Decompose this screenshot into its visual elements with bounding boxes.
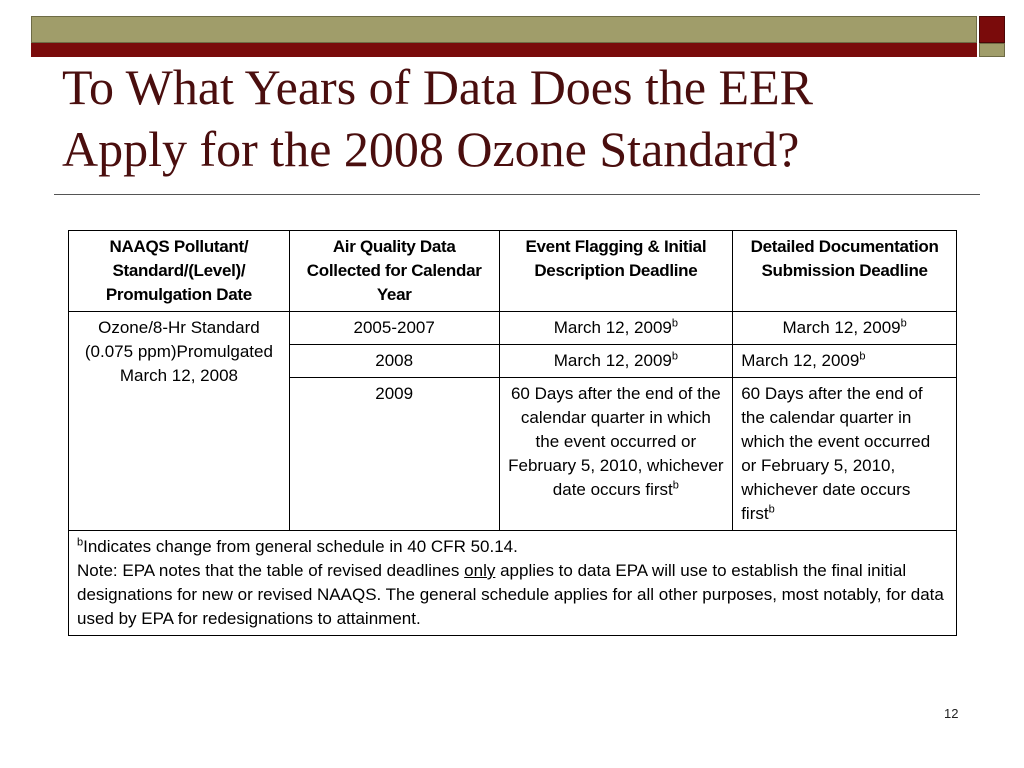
note-paragraph [77, 559, 948, 631]
footnote-marker: b [672, 479, 679, 492]
flagging-cell [499, 378, 733, 531]
header-square-olive [979, 43, 1005, 57]
footnote-marker: b [900, 317, 907, 330]
footnote-marker: b [768, 503, 775, 516]
footnote-marker: b [77, 536, 84, 549]
header-year: Air Quality Data Collected for Calendar Year [289, 231, 499, 312]
footnote-marker: b [859, 350, 866, 363]
footnote-text: Indicates change from general schedule in 40 CFR 50.14. [83, 537, 518, 556]
documentation-cell [733, 378, 957, 531]
documentation-cell [733, 345, 957, 378]
slide-title [62, 56, 982, 180]
page-number: 12 [944, 706, 959, 721]
footnote-line [77, 535, 948, 559]
header-bar-red [31, 43, 977, 57]
header-bar-olive [31, 16, 977, 43]
pollutant-cell: Ozone/8-Hr Standard (0.075 ppm)Promulgated March 12, 2008 [69, 312, 290, 531]
flagging-text: March 12, 2009 [553, 318, 672, 337]
documentation-text: March 12, 2009 [782, 318, 901, 337]
header-square-red [979, 16, 1005, 43]
footnote-marker: b [671, 350, 678, 363]
documentation-cell [733, 312, 957, 345]
footnote-cell [69, 531, 957, 636]
year-cell: 2008 [289, 345, 499, 378]
header-documentation-deadline: Detailed Documentation Submission Deadline [733, 231, 957, 312]
table-row [69, 312, 957, 345]
header-pollutant: NAAQS Pollutant/ Standard/(Level)/ Promulgation Date [69, 231, 290, 312]
note-text-part2: applies to data EPA will use to establish the final initial designations for new or revised NAAQS. The general schedule applies for all other purposes, most notably, for data used by EPA for redesignations to attainment. [77, 561, 944, 628]
documentation-text: March 12, 2009 [741, 351, 860, 370]
flagging-cell [499, 312, 733, 345]
header-flagging-deadline: Event Flagging & Initial Description Deadline [499, 231, 733, 312]
note-text-part1: Note: EPA notes that the table of revised deadlines [77, 561, 465, 580]
year-cell: 2005-2007 [289, 312, 499, 345]
title-divider [54, 194, 980, 195]
year-cell: 2009 [289, 378, 499, 531]
flagging-cell [499, 345, 733, 378]
table-footnote-row [69, 531, 957, 636]
slide-title-line2: Apply for the 2008 Ozone Standard? [62, 121, 800, 177]
documentation-text: 60 Days after the end of the calendar quarter in which the event occurred or February 5, 2010, whichever date occurs first [741, 384, 931, 523]
note-underlined-word: only [464, 561, 496, 580]
table-header-row [69, 231, 957, 312]
flagging-text: 60 Days after the end of the calendar quarter in which the event occurred or February 5, 2010, whichever date occurs first [508, 384, 724, 499]
footnote-marker: b [671, 317, 678, 330]
deadlines-table [68, 230, 957, 636]
flagging-text: March 12, 2009 [553, 351, 672, 370]
slide-title-line1: To What Years of Data Does the EER [62, 59, 813, 115]
